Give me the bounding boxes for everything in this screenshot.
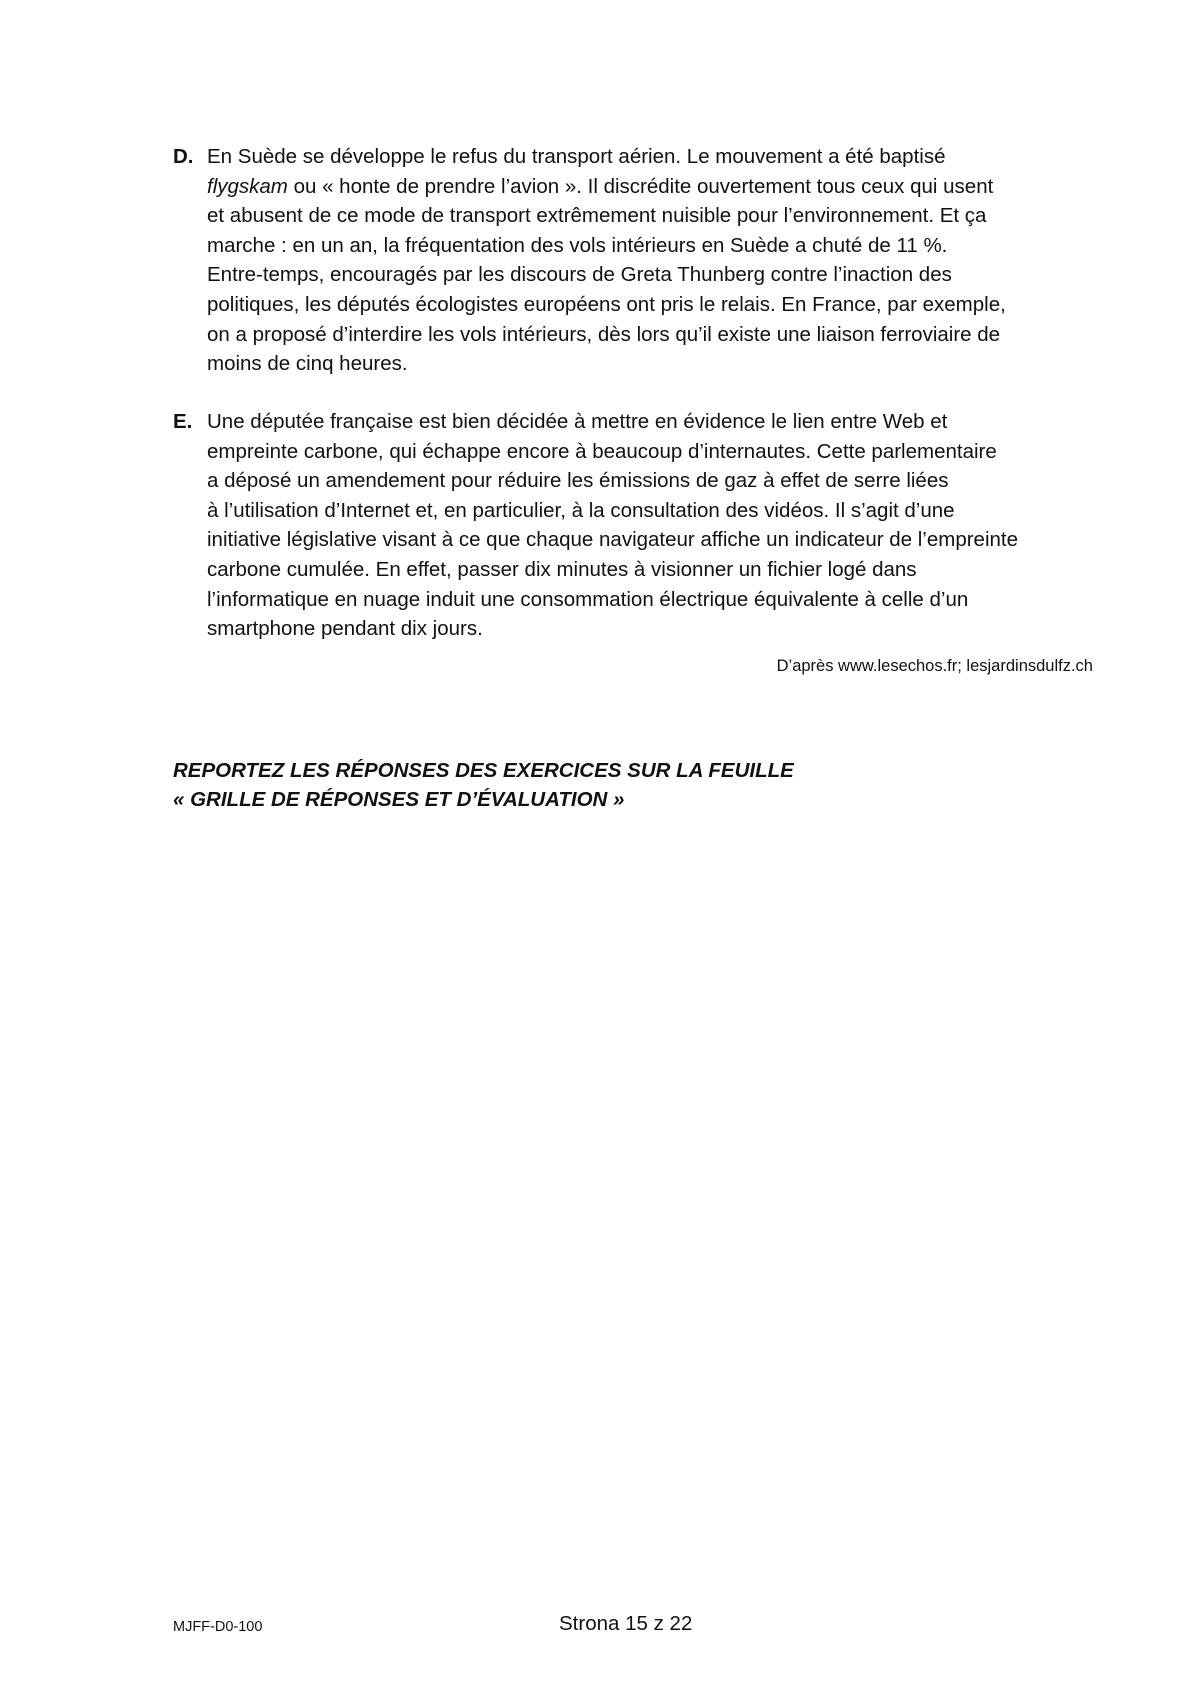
paragraph-d-line [207, 172, 1093, 202]
document-code: MJFF-D0-100 [173, 1619, 263, 1635]
source-citation: D’après www.lesechos.fr; lesjardinsdulfz.ch [776, 657, 1093, 675]
paragraph-d-text [207, 142, 1093, 379]
paragraph-d [173, 142, 1093, 379]
paragraph-e [173, 407, 1093, 644]
paragraph-d-line-rest: ou « honte de prendre l’avion ». Il discrédite ouvertement tous ceux qui usent [287, 174, 994, 198]
instruction-line: « GRILLE DE RÉPONSES ET D’ÉVALUATION » [173, 788, 625, 811]
paragraph-e-text [207, 407, 1093, 644]
paragraph-e-line: l’informatique en nuage induit une consommation électrique équivalente à celle d’un [207, 587, 969, 611]
paragraph-d-line: on a proposé d’interdire les vols intérieurs, dès lors qu’il existe une liaison ferroviaire de [207, 322, 1001, 346]
paragraph-e-line: a déposé un amendement pour réduire les émissions de gaz à effet de serre liées [207, 469, 949, 493]
paragraph-e-line: à l’utilisation d’Internet et, en particulier, à la consultation des vidéos. Il s’agit d’une [207, 498, 955, 522]
paragraph-d-line: moins de cinq heures. [207, 352, 408, 376]
paragraph-d-line: et abusent de ce mode de transport extrêmement nuisible pour l’environnement. Et ça [207, 204, 987, 228]
paragraph-e-line: initiative législative visant à ce que chaque navigateur affiche un indicateur de l’empreinte [207, 528, 1019, 552]
paragraph-e-line: Une députée française est bien décidée à mettre en évidence le lien entre Web et [207, 410, 948, 433]
italic-term: flygskam [207, 174, 288, 198]
page-number: Strona 15 z 22 [559, 1612, 693, 1635]
paragraph-d-line: marche : en un an, la fréquentation des vols intérieurs en Suède a chuté de 11 %. [207, 233, 948, 257]
paragraph-e-line: smartphone pendant dix jours. [207, 617, 483, 641]
paragraph-e-line: empreinte carbone, qui échappe encore à beaucoup d’internautes. Cette parlementaire [207, 439, 997, 463]
paragraph-e-line: carbone cumulée. En effet, passer dix minutes à visionner un fichier logé dans [207, 557, 917, 581]
paragraph-letter-e: E. [173, 410, 193, 433]
instruction-text [173, 756, 794, 814]
paragraph-d-line: En Suède se développe le refus du transport aérien. Le mouvement a été baptisé [207, 145, 946, 168]
paragraph-letter-d: D. [173, 145, 194, 168]
paragraph-d-line: Entre-temps, encouragés par les discours de Greta Thunberg contre l’inaction des [207, 263, 952, 287]
instruction-line: REPORTEZ LES RÉPONSES DES EXERCICES SUR LA FEUILLE [173, 759, 794, 782]
paragraph-d-line: politiques, les députés écologistes européens ont pris le relais. En France, par exemple, [207, 292, 1006, 316]
